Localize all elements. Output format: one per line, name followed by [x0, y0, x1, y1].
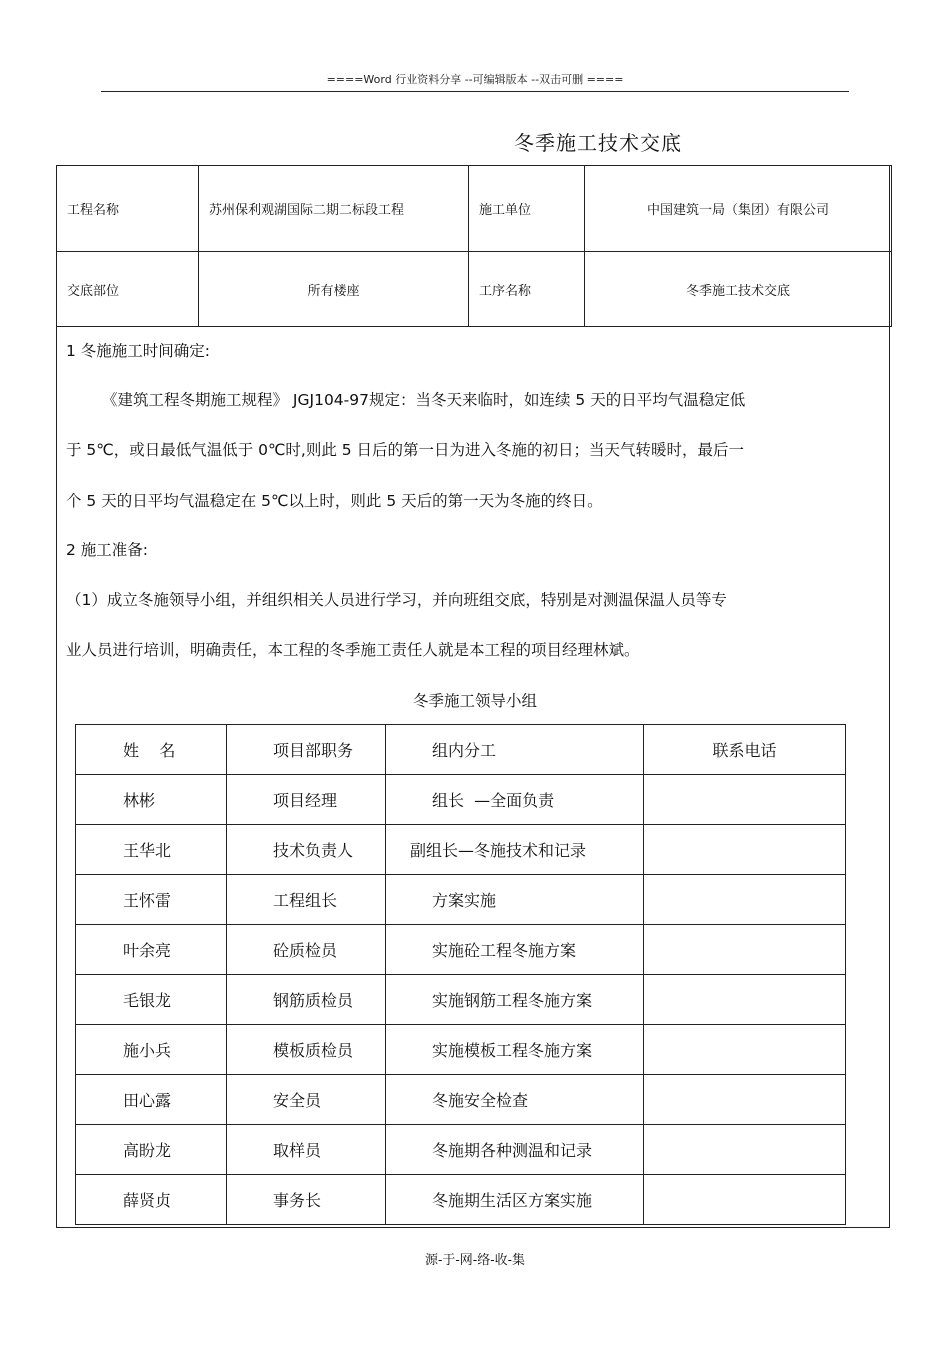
- member-name: 毛银龙: [76, 975, 227, 1025]
- project-name-label: 工程名称: [57, 166, 199, 252]
- page-footer: 源-于-网-络-收-集: [425, 1253, 525, 1268]
- member-post: 取样员: [227, 1125, 386, 1175]
- member-name: 薛贤贞: [76, 1175, 227, 1225]
- member-name: 田心露: [76, 1075, 227, 1125]
- member-post: 砼质检员: [227, 925, 386, 975]
- header-phone: 联系电话: [644, 725, 846, 775]
- section-1-line-3: 个 5 天的日平均气温稳定在 5℃以上时，则此 5 天后的第一天为冬施的终日。: [66, 492, 603, 510]
- member-post: 技术负责人: [227, 825, 386, 875]
- member-duty: 副组长—冬施技术和记录: [386, 825, 644, 875]
- member-duty: 实施钢筋工程冬施方案: [386, 975, 644, 1025]
- section-2-heading: 2 施工准备:: [66, 541, 149, 559]
- project-name-value: 苏州保利观湖国际二期二标段工程: [199, 166, 469, 252]
- member-post: 模板质检员: [227, 1025, 386, 1075]
- table-row: [76, 825, 846, 875]
- header-note: ====Word 行业资料分享 --可编辑版本 --双击可删 ====: [326, 73, 624, 86]
- header-duty: 组内分工: [386, 725, 644, 775]
- member-duty: 实施砼工程冬施方案: [386, 925, 644, 975]
- contractor-label: 施工单位: [469, 166, 585, 252]
- table-row: [76, 1125, 846, 1175]
- member-phone: [644, 875, 846, 925]
- member-name: 高盼龙: [76, 1125, 227, 1175]
- info-row-project: [57, 166, 892, 252]
- table-row: [76, 1025, 846, 1075]
- location-value: 所有楼座: [199, 252, 469, 327]
- member-post: 项目经理: [227, 775, 386, 825]
- document-title: 冬季施工技术交底: [514, 131, 682, 155]
- member-phone: [644, 1175, 846, 1225]
- member-phone: [644, 975, 846, 1025]
- member-name: 林彬: [76, 775, 227, 825]
- header-name: 姓 名: [76, 725, 227, 775]
- member-phone: [644, 1125, 846, 1175]
- project-info-table: [56, 165, 892, 327]
- team-table-caption: 冬季施工领导小组: [412, 692, 537, 710]
- member-phone: [644, 825, 846, 875]
- member-post: 工程组长: [227, 875, 386, 925]
- section-1-line-2: 于 5℃，或日最低气温低于 0℃时,则此 5 日后的第一日为进入冬施的初日；当天气转暖时，最后一: [66, 441, 745, 459]
- member-phone: [644, 1025, 846, 1075]
- member-name: 叶余亮: [76, 925, 227, 975]
- location-label: 交底部位: [57, 252, 199, 327]
- member-duty: 冬施期各种测温和记录: [386, 1125, 644, 1175]
- header-post: 项目部职务: [227, 725, 386, 775]
- info-row-location: [57, 252, 892, 327]
- member-phone: [644, 925, 846, 975]
- member-name: 施小兵: [76, 1025, 227, 1075]
- member-duty: 方案实施: [386, 875, 644, 925]
- table-row: [76, 1075, 846, 1125]
- table-row: [76, 1175, 846, 1225]
- team-table-header: [76, 725, 846, 775]
- member-post: 钢筋质检员: [227, 975, 386, 1025]
- header-divider: [101, 91, 849, 92]
- member-phone: [644, 775, 846, 825]
- member-duty: 冬施期生活区方案实施: [386, 1175, 644, 1225]
- section-1-line-1: 《建筑工程冬期施工规程》 JGJ104-97规定：当冬天来临时，如连续 5 天的日平均气温稳定低: [102, 391, 746, 409]
- process-value: 冬季施工技术交底: [585, 252, 892, 327]
- member-duty: 实施模板工程冬施方案: [386, 1025, 644, 1075]
- section-2-line-1: （1）成立冬施领导小组，并组织相关人员进行学习，并向班组交底，特别是对测温保温人员等专: [66, 591, 727, 609]
- section-2-line-2: 业人员进行培训，明确责任，本工程的冬季施工责任人就是本工程的项目经理林斌。: [66, 641, 640, 659]
- member-name: 王华北: [76, 825, 227, 875]
- table-row: [76, 775, 846, 825]
- table-row: [76, 925, 846, 975]
- member-post: 事务长: [227, 1175, 386, 1225]
- member-name: 王怀雷: [76, 875, 227, 925]
- member-duty: 组长 —全面负责: [386, 775, 644, 825]
- process-label: 工序名称: [469, 252, 585, 327]
- member-phone: [644, 1075, 846, 1125]
- table-row: [76, 975, 846, 1025]
- member-duty: 冬施安全检查: [386, 1075, 644, 1125]
- team-table: [75, 724, 846, 1225]
- contractor-value: 中国建筑一局（集团）有限公司: [585, 166, 892, 252]
- table-row: [76, 875, 846, 925]
- section-1-heading: 1 冬施施工时间确定:: [66, 342, 211, 360]
- member-post: 安全员: [227, 1075, 386, 1125]
